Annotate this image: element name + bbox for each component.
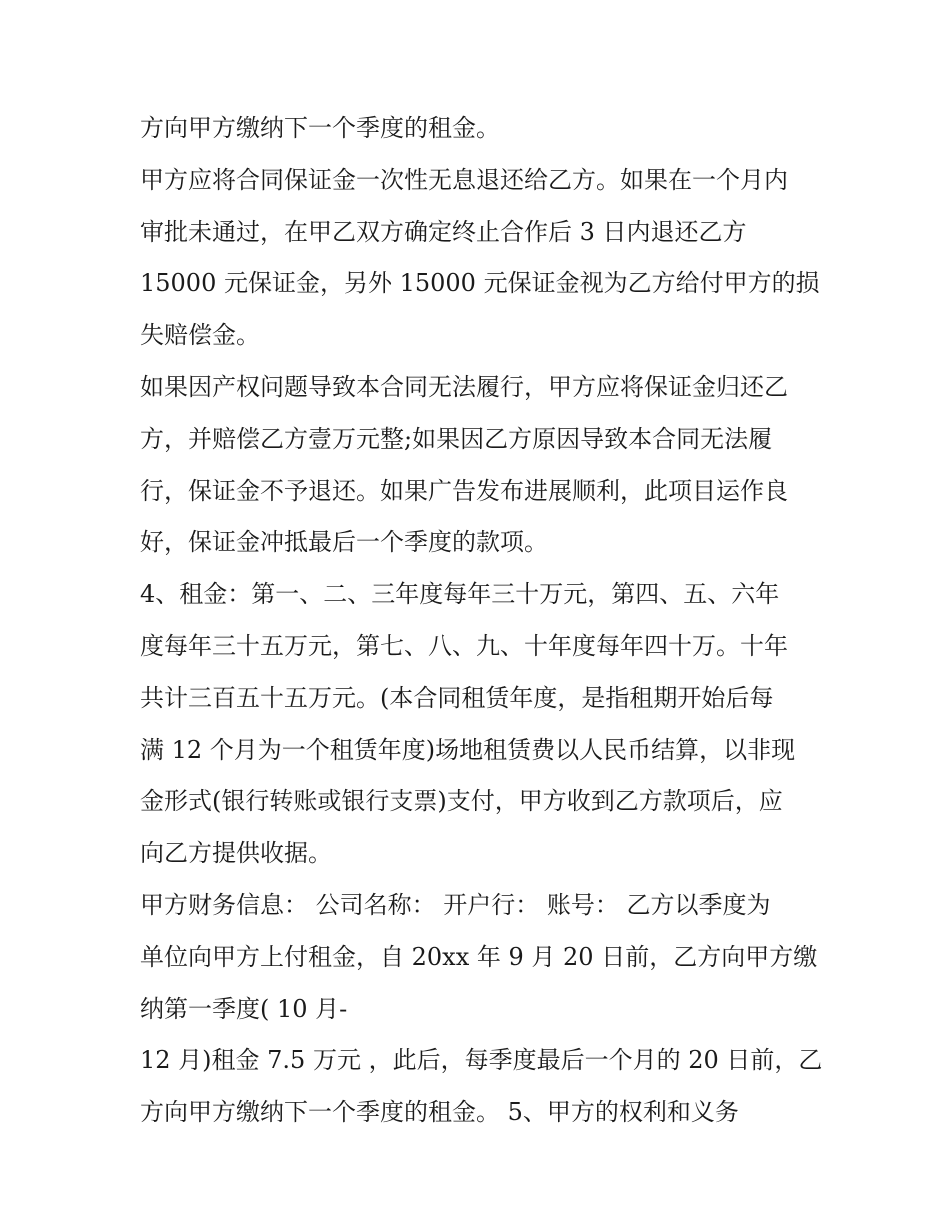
document-body (140, 103, 830, 1139)
text-line: 12 月)租金 7.5 万元 ，此后，每季度最后一个月的 20 日前，乙 (140, 1046, 823, 1075)
text-line: 甲方财务信息： 公司名称： 开户行： 账号： 乙方以季度为 (140, 890, 771, 919)
text-line: 15000 元保证金，另外 15000 元保证金视为乙方给付甲方的损 (140, 269, 820, 298)
text-line: 金形式(银行转账或银行支票)支付，甲方收到乙方款项后，应 (140, 787, 783, 816)
text-line: 度每年三十五万元，第七、八、九、十年度每年四十万。十年 (140, 631, 788, 660)
text-line: 甲方应将合同保证金一次性无息退还给乙方。如果在一个月内 (140, 165, 788, 194)
text-line: 满 12 个月为一个租赁年度)场地租赁费以人民币结算，以非现 (140, 735, 796, 764)
text-line: 行，保证金不予退还。如果广告发布进展顺利，此项目运作良 (140, 476, 788, 505)
text-line: 向乙方提供收据。 (140, 839, 332, 868)
text-line: 方向甲方缴纳下一个季度的租金。 5、甲方的权利和义务 (140, 1098, 739, 1127)
text-line: 审批未通过，在甲乙双方确定终止合作后 3 日内退还乙方 (140, 217, 747, 246)
text-line: 好，保证金冲抵最后一个季度的款项。 (140, 528, 548, 557)
text-line: 方向甲方缴纳下一个季度的租金。 (140, 114, 500, 142)
text-line: 4、租金：第一、二、三年度每年三十万元，第四、五、六年 (140, 580, 780, 609)
text-line: 失赔偿金。 (140, 321, 260, 350)
text-line: 方，并赔偿乙方壹万元整;如果因乙方原因导致本合同无法履 (140, 424, 773, 453)
text-line: 共计三百五十五万元。(本合同租赁年度，是指租期开始后每 (140, 683, 774, 712)
text-line: 如果因产权问题导致本合同无法履行，甲方应将保证金归还乙 (140, 372, 788, 401)
text-line: 纳第一季度( 10 月- (140, 994, 348, 1023)
text-line: 单位向甲方上付租金，自 20xx 年 9 月 20 日前，乙方向甲方缴 (140, 942, 818, 971)
